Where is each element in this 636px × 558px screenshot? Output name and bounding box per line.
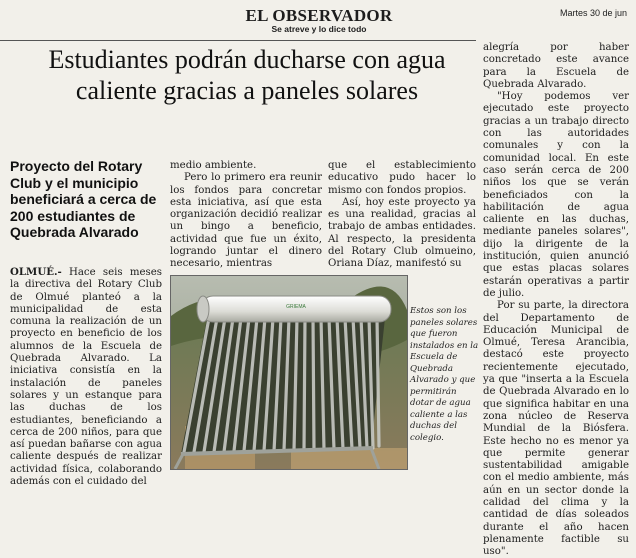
column-2-paragraph: medio ambiente. <box>170 160 257 171</box>
newspaper-title: EL OBSERVADOR <box>245 6 393 25</box>
article-column-3 <box>328 160 476 271</box>
article-column-4 <box>483 42 629 558</box>
article-column-2 <box>170 160 322 271</box>
photo-caption: Estos son los paneles solares que fueron instalados en la Escuela de Quebrada Alvarado y que permitirán dotar de agua caliente a las duchas del colegio. <box>410 306 479 443</box>
water-tank <box>197 296 391 322</box>
newspaper-slogan: Se atreve y lo dice todo <box>271 24 367 34</box>
article-headline: Estudiantes podrán ducharse con agua caliente gracias a paneles solares <box>48 45 446 105</box>
vacuum-tubes <box>175 318 385 469</box>
column-2-paragraph: Pero lo primero era reunir los fondos para concretar esta iniciativa, así que esta organización decidió realizar un bingo a beneficio, actividad que fue un éxito, logrando juntar el dinero necesario, mientras <box>170 172 322 270</box>
issue-date: Martes 30 de jun <box>560 8 628 18</box>
masthead-divider <box>0 40 476 41</box>
solar-panel-photo <box>170 275 408 470</box>
column-4-paragraph: "Hoy podemos ver ejecutado este proyecto gracias a un trabajo directo con las autoridades comunales y con la comunidad local. En este caso serán cerca de 200 niños los que se verán beneficiados con la habilitación de agua caliente en las duchas, mediante paneles solares", dijo la dirigente de la institución, quien anunció que estas placas solares estarán operativas a partir de julio. <box>483 91 629 299</box>
column-3-paragraph: que el establecimiento educativo pudo hacer lo mismo con fondos propios. <box>328 160 476 196</box>
column-3-paragraph: Así, hoy este proyecto ya es una realidad, gracias al trabajo de ambas entidades. Al respecto, la presidenta del Rotary Club olmueino, Oriana Díaz, manifestó su <box>328 196 476 270</box>
column-1-text: Hace seis meses la directiva del Rotary Club de Olmué planteó a la municipalidad de esta comuna la realización de un proyecto en beneficio de los alumnos de la Escuela de Quebrada Alvarado. La iniciativa consistía en la instalación de paneles solares y un estanque para las duchas de los estudiantes, beneficiando a cerca de 200 niños, para que así puedan bañarse con agua caliente después de realizar actividad física, colaborando además con el cuidado del <box>10 267 162 488</box>
dateline: OLMUÉ.- <box>10 266 62 278</box>
tank-brand-label: GRIEMA <box>286 304 306 310</box>
solar-panel-illustration <box>171 276 407 469</box>
column-4-paragraph: Por su parte, la directora del Departamento de Educación Municipal de Olmué, Teresa Arancibia, destacó este proyecto recientemente ejecutado, ya que "inserta a la Escuela de Quebrada Alvarado en lo que significa habitar en una zona núcleo de Reserva Mundial de la Biósfera. Este hecho no es menor ya que permite generar sustentabilidad amigable con el medio ambiente, más aún en un sector donde la calidad del clima y la cantidad de días soleados durante el año hacen plenamente factible su uso". <box>483 300 629 558</box>
masthead <box>0 0 636 40</box>
article-subheadline: Proyecto del Rotary Club y el municipio beneficiará a cerca de 200 estudiantes de Quebrada Alvarado <box>10 158 157 240</box>
article-column-1 <box>10 266 162 488</box>
column-4-paragraph: alegría por haber concretado este avance para la Escuela de Quebrada Alvarado. <box>483 42 629 90</box>
